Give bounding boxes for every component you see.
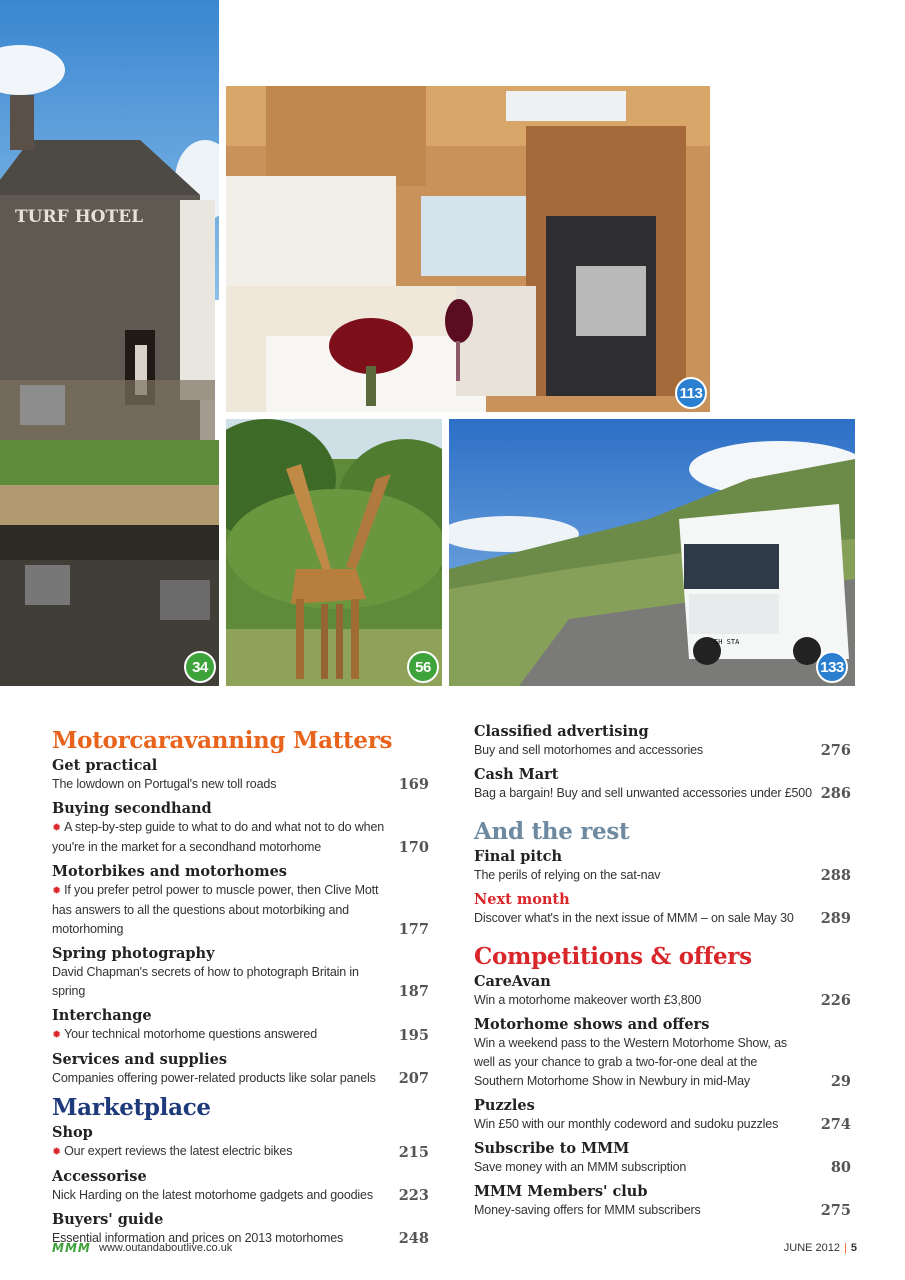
contents-entry[interactable]	[52, 799, 429, 857]
contents-entry[interactable]	[474, 1015, 851, 1091]
entry-page: 170	[398, 839, 429, 856]
section-title-marketplace: Marketplace	[52, 1094, 211, 1121]
contents-entry[interactable]	[474, 847, 851, 885]
entry-page: 215	[398, 1144, 429, 1161]
entry-title: Buying secondhand	[52, 800, 212, 817]
contents-entry[interactable]	[52, 1006, 429, 1045]
entry-page: 289	[820, 910, 851, 927]
entry-desc-text: Our expert reviews the latest electric bikes	[64, 1144, 293, 1158]
entry-title: Shop	[52, 1124, 93, 1141]
entry-page: 275	[820, 1202, 851, 1219]
contents-entry[interactable]	[52, 1123, 429, 1162]
entry-desc: Win £50 with our monthly codeword and sudoku puzzles	[474, 1117, 779, 1131]
hotel-sign: TURF HOTEL	[15, 207, 144, 227]
mmm-logo: MMM	[52, 1241, 91, 1255]
entry-title: Accessorise	[52, 1168, 147, 1185]
entry-page: 195	[398, 1027, 429, 1044]
section-title-and-the-rest: And the rest	[474, 818, 630, 845]
star-icon: ✹	[52, 822, 62, 834]
contents-entry[interactable]	[474, 765, 851, 803]
entry-desc	[52, 1025, 399, 1045]
entry-title: CareAvan	[474, 973, 551, 990]
entry-desc: David Chapman's secrets of how to photograph Britain in spring	[52, 965, 359, 998]
contents-entry[interactable]	[474, 1182, 851, 1220]
entry-title: MMM Members' club	[474, 1183, 648, 1200]
entry-title: Buyers' guide	[52, 1211, 164, 1228]
contents-entry[interactable]	[474, 1096, 851, 1134]
star-icon: ✹	[52, 885, 62, 897]
entry-desc: Essential information and prices on 2013 motorhomes	[52, 1231, 344, 1245]
entry-title: Get practical	[52, 757, 158, 774]
contents-entry[interactable]	[52, 862, 429, 939]
entry-title: Motorhome shows and offers	[474, 1016, 710, 1033]
contents-entry[interactable]	[474, 722, 851, 760]
entry-title: Cash Mart	[474, 766, 559, 783]
entry-title: Motorbikes and motorhomes	[52, 863, 287, 880]
entry-desc-text: If you prefer petrol power to muscle power, then Clive Mott has answers to all the questions about motorbiking and motorhoming	[52, 883, 379, 936]
contents-entry[interactable]	[52, 944, 429, 1001]
photo-motorhome-interior	[226, 86, 710, 412]
photo-motorhome-mountain	[449, 419, 855, 686]
entry-desc	[52, 881, 399, 939]
contents-entry[interactable]	[474, 972, 851, 1010]
entry-title: Final pitch	[474, 848, 563, 865]
entry-desc: The lowdown on Portugal's new toll roads	[52, 777, 277, 791]
entry-desc: Win a motorhome makeover worth £3,800	[474, 993, 702, 1007]
entry-page: 226	[820, 992, 851, 1009]
entry-title: Subscribe to MMM	[474, 1140, 630, 1157]
entry-page: 177	[398, 921, 429, 938]
entry-title: Spring photography	[52, 945, 215, 962]
entry-desc: Bag a bargain! Buy and sell unwanted accessories under £500	[474, 786, 812, 800]
number-plate: EH STA	[714, 638, 740, 646]
entry-title: Services and supplies	[52, 1051, 228, 1068]
contents-entry[interactable]	[474, 1139, 851, 1177]
entry-page: 80	[830, 1159, 851, 1176]
star-icon: ✹	[52, 1029, 62, 1041]
entry-desc-text: Your technical motorhome questions answered	[64, 1027, 318, 1041]
contents-right-column	[474, 722, 851, 1225]
photo-giraffes	[226, 419, 442, 686]
entry-desc	[52, 1142, 399, 1162]
footer-url[interactable]: www.outandaboutlive.co.uk	[99, 1242, 233, 1254]
contents-entry[interactable]	[52, 1050, 429, 1088]
entry-page: 223	[398, 1187, 429, 1204]
footer-issue	[784, 1242, 857, 1254]
contents-entry[interactable]	[52, 1167, 429, 1205]
entry-page: 248	[398, 1230, 429, 1247]
section-title-competitions-offers: Competitions & offers	[474, 943, 752, 970]
page-badge-56[interactable]: 56	[407, 651, 439, 683]
entry-title: Puzzles	[474, 1097, 535, 1114]
page-badge-113[interactable]: 113	[675, 377, 707, 409]
footer-separator: |	[844, 1242, 847, 1254]
entry-page: 169	[398, 776, 429, 793]
entry-desc: Discover what's in the next issue of MMM – on sale May 30	[474, 911, 794, 925]
entry-desc: Companies offering power-related products like solar panels	[52, 1071, 376, 1085]
contents-left-column	[52, 722, 429, 1253]
entry-desc: Win a weekend pass to the Western Motorhome Show, as well as your chance to grab a two-for-one deal at the Southern Motorhome Show in Newbury in mid-May	[474, 1036, 787, 1088]
contents-entry[interactable]	[52, 756, 429, 794]
entry-desc: Money-saving offers for MMM subscribers	[474, 1203, 701, 1217]
entry-page: 286	[820, 785, 851, 802]
page-badge-133[interactable]: 133	[816, 651, 848, 683]
entry-desc: Nick Harding on the latest motorhome gadgets and goodies	[52, 1188, 373, 1202]
star-icon: ✹	[52, 1146, 62, 1158]
entry-page: 274	[820, 1116, 851, 1133]
entry-desc: The perils of relying on the sat-nav	[474, 868, 661, 882]
entry-desc	[52, 818, 399, 857]
section-title-motorcaravanning-matters: Motorcaravanning Matters	[52, 727, 393, 754]
entry-page: 276	[820, 742, 851, 759]
entry-desc-text: A step-by-step guide to what to do and what not to do when you're in the market for a secondhand motorhome	[52, 820, 385, 854]
entry-page: 187	[398, 983, 429, 1000]
page-number: 5	[850, 1242, 857, 1254]
page-badge-34[interactable]: 34	[184, 651, 216, 683]
page-footer	[52, 1241, 857, 1257]
entry-title: Next month	[474, 891, 570, 908]
issue-date: JUNE 2012	[783, 1242, 841, 1254]
entry-desc: Save money with an MMM subscription	[474, 1160, 687, 1174]
entry-desc: Buy and sell motorhomes and accessories	[474, 743, 703, 757]
entry-page: 207	[398, 1070, 429, 1087]
contents-entry[interactable]	[474, 890, 851, 928]
entry-title: Classified advertising	[474, 723, 649, 740]
photo-turf-hotel	[0, 0, 219, 686]
entry-page: 29	[830, 1073, 851, 1090]
entry-page: 288	[820, 867, 851, 884]
entry-title: Interchange	[52, 1007, 152, 1024]
